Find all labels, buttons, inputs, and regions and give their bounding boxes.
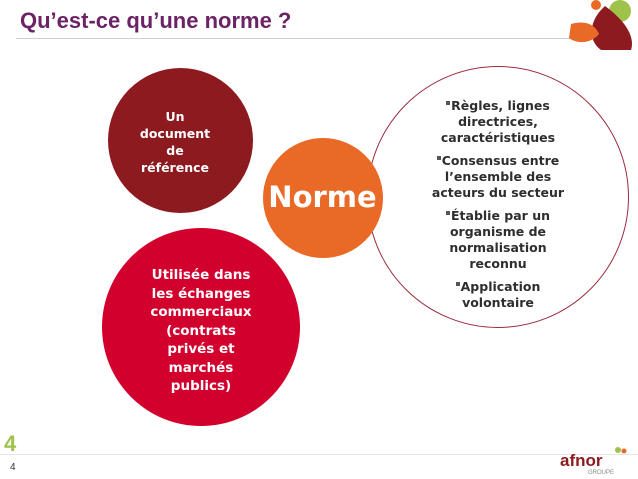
list-item	[398, 208, 598, 272]
list-item	[398, 98, 598, 146]
list-item	[398, 279, 598, 311]
title-divider	[16, 38, 626, 39]
bullet-square-icon	[446, 211, 450, 215]
norme-circle-label: Norme	[268, 180, 377, 214]
footer-logo-wordmark: afnor	[560, 451, 603, 470]
slide-title: Qu’est-ce qu’une norme ?	[20, 8, 292, 33]
document-circle-label: Un document de référence	[139, 109, 211, 175]
footer-divider	[0, 454, 638, 455]
list-item-text: Établie par un organisme de normalisation reconnu	[449, 208, 550, 271]
page-number: 4	[10, 462, 16, 473]
footer-logo-subtitle: GROUPE	[588, 470, 615, 476]
afnor-logo-icon	[565, 0, 638, 52]
corner-page-number: 4	[4, 431, 17, 456]
bullet-square-icon	[456, 282, 460, 286]
usage-circle-label: Utilisée dans les échanges commerciaux (contrats privés et marchés publics)	[150, 267, 252, 394]
list-item-text: Application volontaire	[460, 279, 541, 310]
list-item-text: Règles, lignes directrices, caractéristiques	[440, 98, 556, 145]
bullet-square-icon	[446, 101, 450, 105]
bullet-square-icon	[437, 156, 441, 160]
afnor-footer-logo-icon	[558, 446, 632, 476]
list-item	[398, 153, 598, 201]
characteristics-list	[398, 98, 598, 318]
list-item-text: Consensus entre l’ensemble des acteurs du secteur	[431, 153, 565, 200]
